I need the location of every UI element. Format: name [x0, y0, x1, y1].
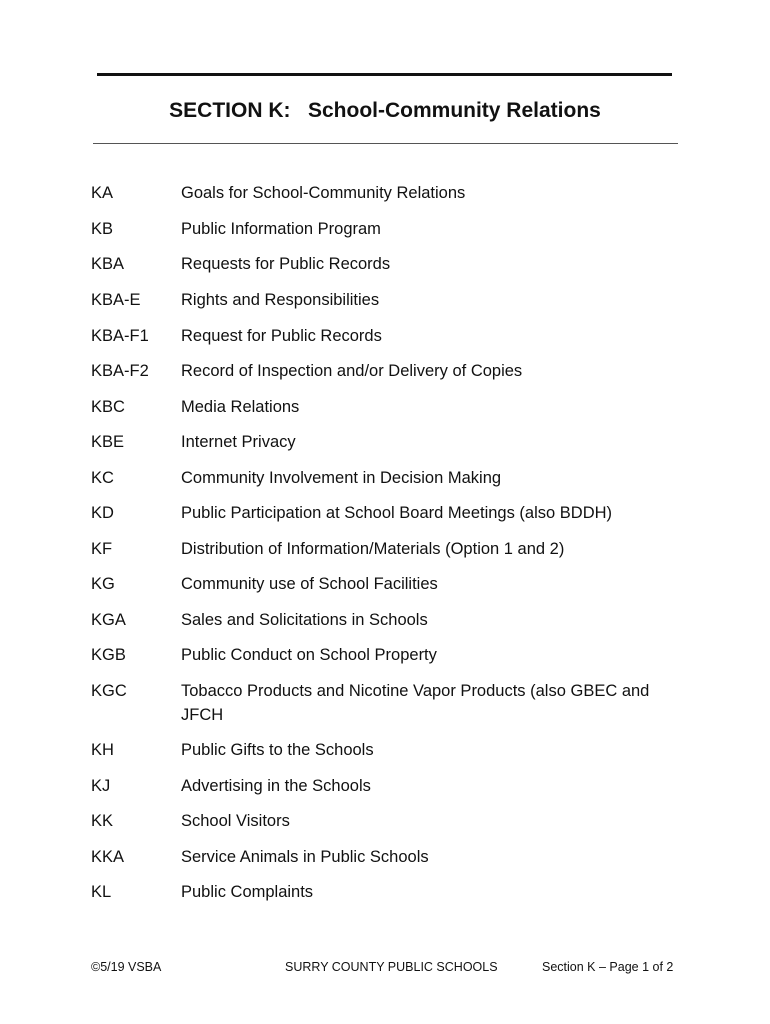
policy-title: Public Information Program: [181, 220, 381, 238]
policy-title: Media Relations: [181, 398, 300, 416]
title-underline-rule: [93, 143, 678, 144]
policy-code: KD: [91, 504, 114, 522]
policy-title: Requests for Public Records: [181, 255, 391, 273]
top-heavy-rule: [97, 73, 672, 76]
policy-title: Community use of School Facilities: [181, 575, 438, 593]
policy-code: KG: [91, 575, 115, 593]
policy-title: Goals for School-Community Relations: [181, 184, 466, 202]
policy-code: KBC: [91, 398, 125, 416]
policy-title: Public Conduct on School Property: [181, 646, 437, 664]
policy-code: KGB: [91, 646, 126, 664]
policy-code: KB: [91, 220, 114, 238]
policy-title: Distribution of Information/Materials (Option 1 and 2): [181, 540, 565, 558]
policy-code: KGA: [91, 611, 126, 629]
policy-code: KJ: [91, 777, 111, 795]
policy-title: Public Gifts to the Schools: [181, 741, 374, 759]
policy-title: School Visitors: [181, 812, 290, 830]
policy-code: KF: [91, 540, 113, 558]
footer-page-number: Section K – Page 1 of 2: [542, 960, 674, 974]
policy-title: Community Involvement in Decision Making: [181, 469, 502, 487]
policy-code: KBA-F1: [91, 327, 149, 345]
footer-copyright: ©5/19 VSBA: [91, 960, 162, 974]
policy-title: Request for Public Records: [181, 327, 382, 345]
policy-code: KH: [91, 741, 114, 759]
policy-code: KBA: [91, 255, 125, 273]
policy-title: Sales and Solicitations in Schools: [181, 611, 428, 629]
section-title: SECTION K: School-Community Relations: [169, 99, 601, 122]
policy-title: Public Participation at School Board Meetings (also BDDH): [181, 504, 613, 522]
policy-title: Public Complaints: [181, 883, 314, 901]
policy-code: KKA: [91, 848, 125, 866]
policy-title: Record of Inspection and/or Delivery of Copies: [181, 362, 523, 380]
policy-code: KGC: [91, 682, 127, 700]
policy-title: Internet Privacy: [181, 433, 296, 451]
policy-code: KL: [91, 883, 112, 901]
policy-code: KBA-F2: [91, 362, 149, 380]
policy-code: KK: [91, 812, 114, 830]
policy-code: KA: [91, 184, 114, 202]
policy-title: Service Animals in Public Schools: [181, 848, 429, 866]
policy-code: KBA-E: [91, 291, 141, 309]
policy-code: KBE: [91, 433, 125, 451]
policy-code: KC: [91, 469, 114, 487]
policy-title: Advertising in the Schools: [181, 777, 371, 795]
footer-school-name: SURRY COUNTY PUBLIC SCHOOLS: [285, 960, 498, 974]
policy-title: Rights and Responsibilities: [181, 291, 380, 309]
policy-title: Tobacco Products and Nicotine Vapor Products (also GBEC and JFCH: [181, 682, 650, 724]
